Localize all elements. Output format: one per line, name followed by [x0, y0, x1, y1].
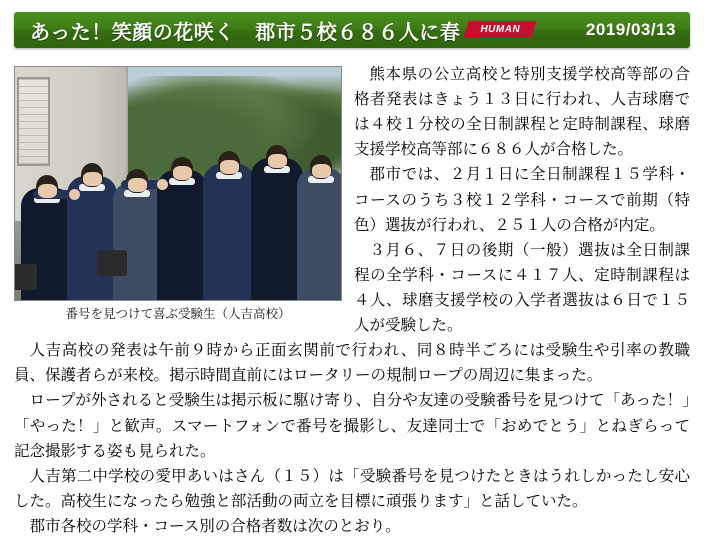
photo-collar	[216, 172, 242, 179]
article-paragraph: 郡市各校の学科・コース別の合格者数は次のとおり。	[29, 517, 401, 535]
photo-students	[15, 132, 341, 300]
page-title: あった！笑顔の花咲く 郡市５校６８６人に春	[30, 21, 461, 44]
photo-student	[203, 164, 255, 300]
article-paragraph: 郡市では、２月１日に全日制課程１５学科・コースのうち３校１２学科・コースで前期（特色）選抜が行われ、２５１人の合格が内定。	[354, 166, 690, 234]
photo-collar	[124, 190, 150, 197]
photo-student	[251, 158, 303, 300]
photo-student	[297, 168, 342, 300]
article-body	[14, 62, 690, 539]
photo-student	[113, 182, 161, 300]
figure-caption: 番号を見つけて喜ぶ受験生（人吉高校）	[65, 307, 291, 321]
photo-collar	[79, 184, 105, 191]
article-paragraph: 人吉高校の発表は午前９時から正面玄関前で行われ、同８時半ごろには受験生や引率の教職員、保護者らが来校。掲示時間直前にはロータリーの規制ロープの周辺に集まった。	[14, 342, 690, 385]
article-paragraph: ３月６、７日の後期（一般）選抜は全日制課程の全学科・コースに４１７人、定時制課程は４人、球磨支援学校の入学者選抜は６日で１５人が受験した。	[354, 241, 690, 335]
article-paragraph: 人吉第二中学校の愛甲あいはさん（１５）は「受験番号を見つけたときはうれしかったし安心した。高校生になったら勉強と部活動の両立を目標に頑張ります」と話していた。	[14, 467, 690, 510]
publish-date: 2019/03/13	[585, 20, 676, 39]
page-header	[14, 12, 690, 48]
logo-text: HUMAN	[480, 24, 521, 35]
article-paragraph: 熊本県の公立高校と特別支援学校高等部の合格者発表はきょう１３日に行われ、人吉球磨では４校１分校の全日制課程と定時制課程、球磨支援学校高等部に６８６人が合格した。	[354, 66, 690, 159]
photo-collar	[169, 178, 195, 185]
photo-student	[67, 176, 117, 300]
photo-bag	[14, 264, 37, 290]
article-paragraph: ロープが外されると受験生は掲示板に駆け寄り、自分や友達の受験番号を見つけて「あった！」「やった！」と歓声。スマートフォンで番号を撮影し、友達同士で「おめでとう」とねぎらって記念撮影する姿も見られた。	[14, 392, 690, 460]
photo-bag	[97, 250, 127, 276]
photo-student	[157, 170, 207, 300]
article-figure	[14, 66, 342, 324]
photo-collar	[308, 176, 334, 183]
photo-student	[21, 188, 73, 300]
article-photo	[14, 66, 342, 301]
photo-collar	[264, 166, 290, 173]
news-logo	[466, 18, 536, 42]
